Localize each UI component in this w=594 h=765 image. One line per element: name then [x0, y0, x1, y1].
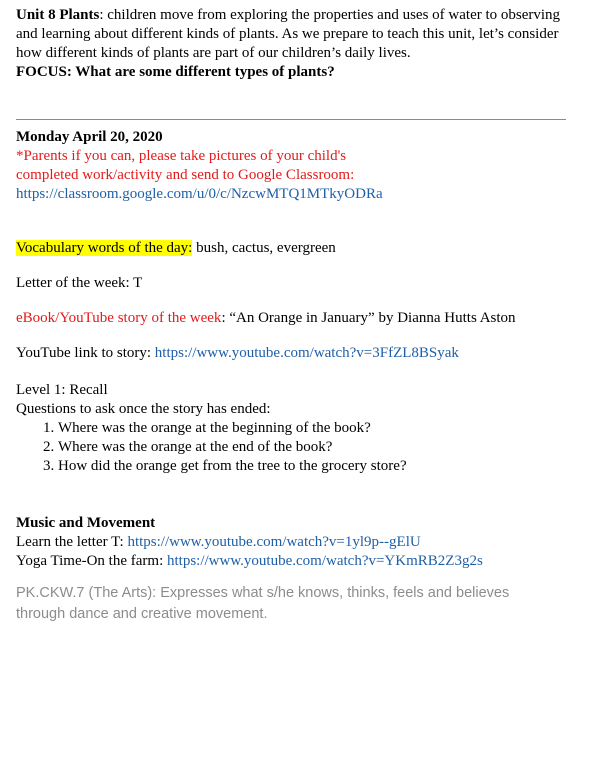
- section-divider: [16, 119, 566, 120]
- recall-question: 2. Where was the orange at the end of the book?: [58, 438, 576, 457]
- yoga-line: [16, 552, 576, 571]
- vocabulary-words: bush, cactus, evergreen: [192, 240, 336, 256]
- unit-description: : children move from exploring the properties and uses of water to observing and learning about different kinds of plants. As we prepare to teach this unit, let’s consider how different kinds of plants are part of our children’s daily lives.: [16, 7, 561, 61]
- recall-intro: Questions to ask once the story has ended:: [16, 401, 271, 417]
- learn-letter-link[interactable]: https://www.youtube.com/watch?v=1yl9p--gElU: [127, 534, 421, 550]
- yoga-label: Yoga Time-On the farm:: [16, 553, 167, 569]
- youtube-story-link[interactable]: https://www.youtube.com/watch?v=3FfZL8BSyak: [154, 345, 459, 361]
- focus-question: FOCUS: What are some different types of plants?: [16, 64, 335, 80]
- recall-level: Level 1: Recall: [16, 382, 108, 398]
- unit-title: Unit 8 Plants: [16, 7, 100, 23]
- letter-of-week: Letter of the week: T: [16, 275, 143, 291]
- document-body: [16, 6, 576, 625]
- music-heading: Music and Movement: [16, 515, 156, 531]
- story-label: eBook/YouTube story of the week: [16, 310, 222, 326]
- parents-note-line-1: *Parents if you can, please take pictures of your child's: [16, 148, 347, 164]
- youtube-story-line: [16, 344, 576, 363]
- parents-note-line-2: completed work/activity and send to Google Classroom:: [16, 167, 355, 183]
- recall-question: 1. Where was the orange at the beginning of the book?: [58, 419, 576, 438]
- classroom-link-text[interactable]: https://classroom.google.com/u/0/c/NzcwMTQ1MTkyODRa: [16, 186, 383, 202]
- story-of-week: [16, 309, 536, 328]
- recall-question: 3. How did the orange get from the tree to the grocery store?: [58, 457, 576, 476]
- recall-questions-list: [16, 419, 576, 476]
- learn-letter-line: [16, 533, 576, 552]
- unit-intro-paragraph: [16, 6, 576, 63]
- vocabulary-line: [16, 239, 576, 258]
- standard-note: PK.CKW.7 (The Arts): Expresses what s/he knows, thinks, feels and believes through dance and creative movement.: [16, 585, 510, 622]
- learn-letter-label: Learn the letter T:: [16, 534, 128, 550]
- vocabulary-label: Vocabulary words of the day:: [16, 240, 193, 256]
- youtube-story-label: YouTube link to story:: [16, 345, 155, 361]
- yoga-link[interactable]: https://www.youtube.com/watch?v=YKmRB2Z3g2s: [166, 553, 483, 569]
- story-title: : “An Orange in January” by Dianna Hutts Aston: [221, 310, 516, 326]
- lesson-date: Monday April 20, 2020: [16, 129, 163, 145]
- classroom-link[interactable]: [16, 185, 576, 204]
